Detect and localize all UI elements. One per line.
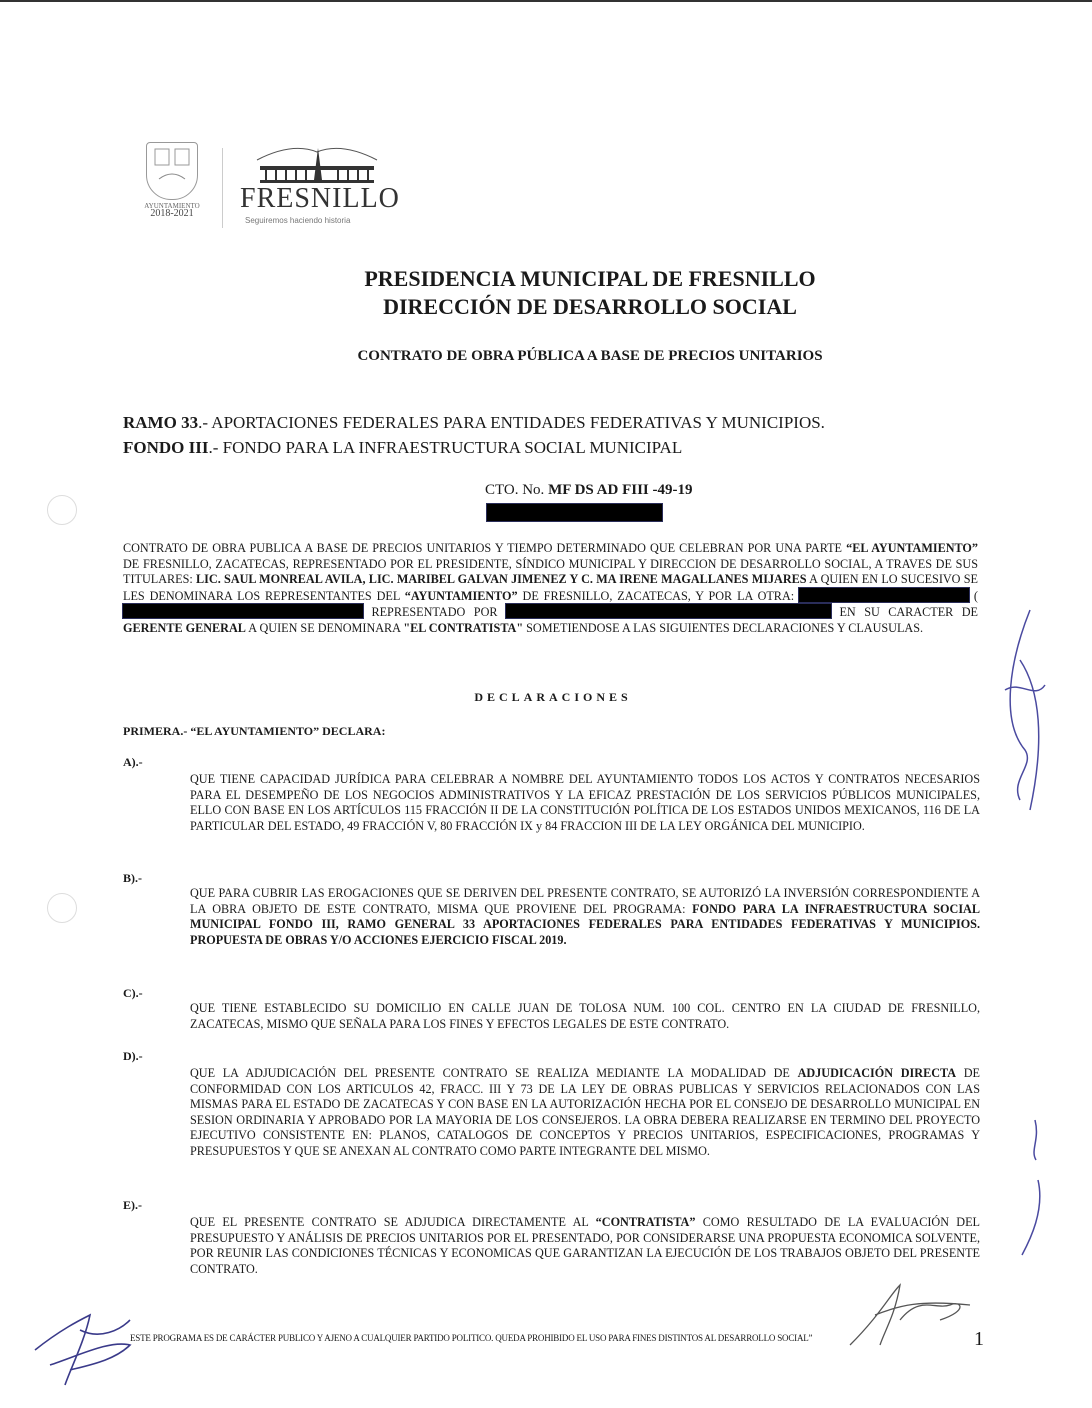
text-segment: A QUIEN SE DENOMINARA xyxy=(245,620,404,635)
redaction-bar xyxy=(487,504,662,521)
clause-paragraph xyxy=(190,1001,980,1032)
text-segment: DE FRESNILLO, ZACATECAS, Y POR LA OTRA: xyxy=(517,588,800,603)
clause-paragraph xyxy=(190,886,980,948)
bold-text: ADJUDICACIÓN DIRECTA xyxy=(797,1066,957,1080)
text-segment: COMO RESULTADO DE LA EVALUACIÓN DEL PRESUPUESTO Y ANÁLISIS DE PRECIOS UNITARIOS POR EL PRESENTADO, POR CONSIDERARSE UNA PROPUESTA ECONOMICA SOLVENTE, POR REUNIR LAS CONDICIONES TÉCNICAS Y ECONOMICAS QUE GARANTIZAN LA EJECUCIÓN DE LOS TRABAJOS OBJETO DEL PRESENTE CONTRATO. xyxy=(190,1215,980,1276)
redaction-bar xyxy=(506,604,831,618)
punch-hole xyxy=(47,495,77,525)
clause-paragraph xyxy=(190,1066,980,1160)
signature-bottom-right xyxy=(840,1275,980,1355)
text-segment: A QUIEN EN LO SUCESIVO SE LES DENOMINARA LOS REPRESENTANTES DEL xyxy=(123,572,978,603)
redaction-bar xyxy=(799,588,969,602)
header-logos xyxy=(140,138,400,238)
intro-paragraph xyxy=(123,541,978,637)
text-segment: QUE TIENE CAPACIDAD JURÍDICA PARA CELEBRAR A NOMBRE DEL AYUNTAMIENTO TODOS LOS ACTOS Y CONTRATOS NECESARIOS PARA EL DESEMPEÑO DE LOS NEGOCIOS ADMINISTRATIVOS Y LA EFICAZ PRESTACIÓN DE LOS SERVICIOS PÚBLICOS MUNICIPALES, ELLO CON BASE EN LOS ARTÍCULOS 115 FRACCIÓN II DE LA CONSTITUCIÓN POLÍTICA DE LOS ESTADOS UNIDOS MEXICANOS, 116 DE LA PARTICULAR DEL ESTADO, 49 FRACCIÓN V, 80 FRACCIÓN IX y 84 FRACCION III DE LA LEY ORGÁNICA DEL MUNICIPIO. xyxy=(190,772,980,833)
bold-text: “EL AYUNTAMIENTO” xyxy=(846,541,978,555)
signature-margin xyxy=(990,600,1060,820)
punch-hole xyxy=(47,893,77,923)
text-segment: SOMETIENDOSE A LAS SIGUIENTES DECLARACIONES Y CLAUSULAS. xyxy=(523,620,924,635)
brand-name: FRESNILLO xyxy=(240,183,400,214)
text-segment: QUE LA ADJUDICACIÓN DEL PRESENTE CONTRATO SE REALIZA MEDIANTE LA MODALIDAD DE xyxy=(190,1066,798,1080)
fresnillo-monument-logo xyxy=(252,142,382,184)
scan-top-edge xyxy=(0,0,1092,2)
clause-paragraph xyxy=(190,772,980,834)
signature-margin-2 xyxy=(1010,1080,1060,1260)
clause-label: E).- xyxy=(123,1198,142,1212)
contract-subtitle: CONTRATO DE OBRA PÚBLICA A BASE DE PRECIOS UNITARIOS xyxy=(357,348,823,364)
text-segment: QUE TIENE ESTABLECIDO SU DOMICILIO EN CALLE JUAN DE TOLOSA NUM. 100 COL. CENTRO EN LA CIUDAD DE FRESNILLO, ZACATECAS, MISMO QUE SEÑALA PARA LOS FINES Y EFECTOS LEGALES DE ESTE CONTRATO. xyxy=(190,1001,980,1031)
footer-disclaimer: ESTE PROGRAMA ES DE CARÁCTER PUBLICO Y AJENO A CUALQUIER PARTIDO POLITICO. QUEDA PROHIBIDO EL USO PARA FINES DISTINTOS AL DESARROLLO SOCIAL” xyxy=(130,1333,813,1343)
bold-text: “AYUNTAMIENTO” xyxy=(404,588,518,603)
page-number: 1 xyxy=(974,1328,984,1350)
text-segment: QUE PARA CUBRIR LAS EROGACIONES QUE SE DERIVEN DEL PRESENTE CONTRATO, SE AUTORIZÓ LA INVERSIÓN CORRESPONDIENTE A LA OBRA OBJETO DE ESTE CONTRATO, MISMA QUE PROVIENE DEL PROGRAMA: xyxy=(190,886,980,916)
title-line-1: PRESIDENCIA MUNICIPAL DE FRESNILLO xyxy=(364,266,816,291)
clause-paragraph xyxy=(190,1215,980,1277)
bold-text: LIC. SAUL MONREAL AVILA, LIC. MARIBEL GALVAN JIMENEZ Y C. MA IRENE MAGALLANES MIJARES xyxy=(196,572,807,587)
clause-label: A).- xyxy=(123,755,143,769)
municipal-seal-logo xyxy=(146,142,198,200)
contract-number-label: CTO. No. xyxy=(485,482,549,498)
signature-bottom-left xyxy=(30,1310,140,1390)
ramo-text: .- APORTACIONES FEDERALES PARA ENTIDADES FEDERATIVAS Y MUNICIPIOS. xyxy=(198,413,825,432)
seal-caption: AYUNTAMIENTO 2018-2021 xyxy=(144,202,200,219)
primera-heading: PRIMERA.- “EL AYUNTAMIENTO” DECLARA: xyxy=(123,724,386,738)
clause-label: D).- xyxy=(123,1049,143,1063)
text-segment: DE CONFORMIDAD CON LOS ARTICULOS 42, FRACC. III Y 73 DE LA LEY DE OBRAS PUBLICAS Y SERVICIOS RELACIONADOS CON LAS MISMAS PARA EL ESTADO DE ZACATECAS Y CON BASE EN LA AUTORIZACIÓN HECHA POR EL CONSEJO DE DESARROLLO MUNICIPAL EN SESION ORDINARIA Y APROBADO POR LA MAYORIA DE LOS CONSEJEROS. LA OBRA DEBERA REALIZARSE EN TERMINO DEL PROYECTO EJECUTIVO CONSISTENTE EN: PLANOS, CATALOGOS DE CONCEPTOS Y PRECIOS UNITARIOS, ESPECIFICACIONES, PROGRAMAS Y PRESUPUESTOS Y QUE SE ANEXAN AL CONTRATO COMO PARTE INTEGRANTE DEL MISMO. xyxy=(190,1066,980,1158)
declaraciones-heading: DECLARACIONES xyxy=(474,690,632,704)
ramo-line xyxy=(123,413,825,433)
text-segment: DE FRESNILLO, ZACATECAS, REPRESENTADO POR EL PRESIDENTE, SÍNDICO MUNICIPAL Y DIRECCION DE DESARROLLO SOCIAL, A TRAVES DE SUS TITULARES: xyxy=(123,556,978,587)
ramo-label: RAMO 33 xyxy=(123,413,199,432)
contract-number-value: MF DS AD FIII -49-19 xyxy=(548,482,693,498)
clause-label: C).- xyxy=(123,986,143,1000)
contract-number xyxy=(485,482,693,499)
bold-text: "EL CONTRATISTA" xyxy=(403,620,524,635)
fondo-line xyxy=(123,438,682,458)
text-segment: EN SU CARACTER DE xyxy=(830,605,978,620)
brand-tagline: Seguiremos haciendo historia xyxy=(245,216,351,225)
clause-label: B).- xyxy=(123,871,142,885)
bold-text: “CONTRATISTA” xyxy=(595,1215,696,1229)
divider xyxy=(222,148,223,228)
fondo-text: .- FONDO PARA LA INFRAESTRUCTURA SOCIAL MUNICIPAL xyxy=(208,438,683,457)
text-segment: REPRESENTADO POR xyxy=(363,605,506,620)
text-segment: CONTRATO DE OBRA PUBLICA A BASE DE PRECIOS UNITARIOS Y TIEMPO DETERMINADO QUE CELEBRAN POR UNA PARTE xyxy=(123,541,847,555)
text-segment: QUE EL PRESENTE CONTRATO SE ADJUDICA DIRECTAMENTE AL xyxy=(190,1215,596,1229)
fondo-label: FONDO III xyxy=(123,438,209,457)
redaction-bar xyxy=(123,604,363,618)
title-line-2: DIRECCIÓN DE DESARROLLO SOCIAL xyxy=(383,294,797,319)
bold-text: GERENTE GENERAL xyxy=(123,620,246,635)
bold-text: FONDO PARA LA INFRAESTRUCTURA SOCIAL MUNICIPAL FONDO III, RAMO GENERAL 33 APORTACIONES FEDERALES PARA ENTIDADES FEDERATIVAS Y MUNICIPIOS. PROPUESTA DE OBRAS Y/O ACCIONES EJERCICIO FISCAL 2019. xyxy=(190,901,980,947)
text-segment: ( xyxy=(969,588,978,603)
